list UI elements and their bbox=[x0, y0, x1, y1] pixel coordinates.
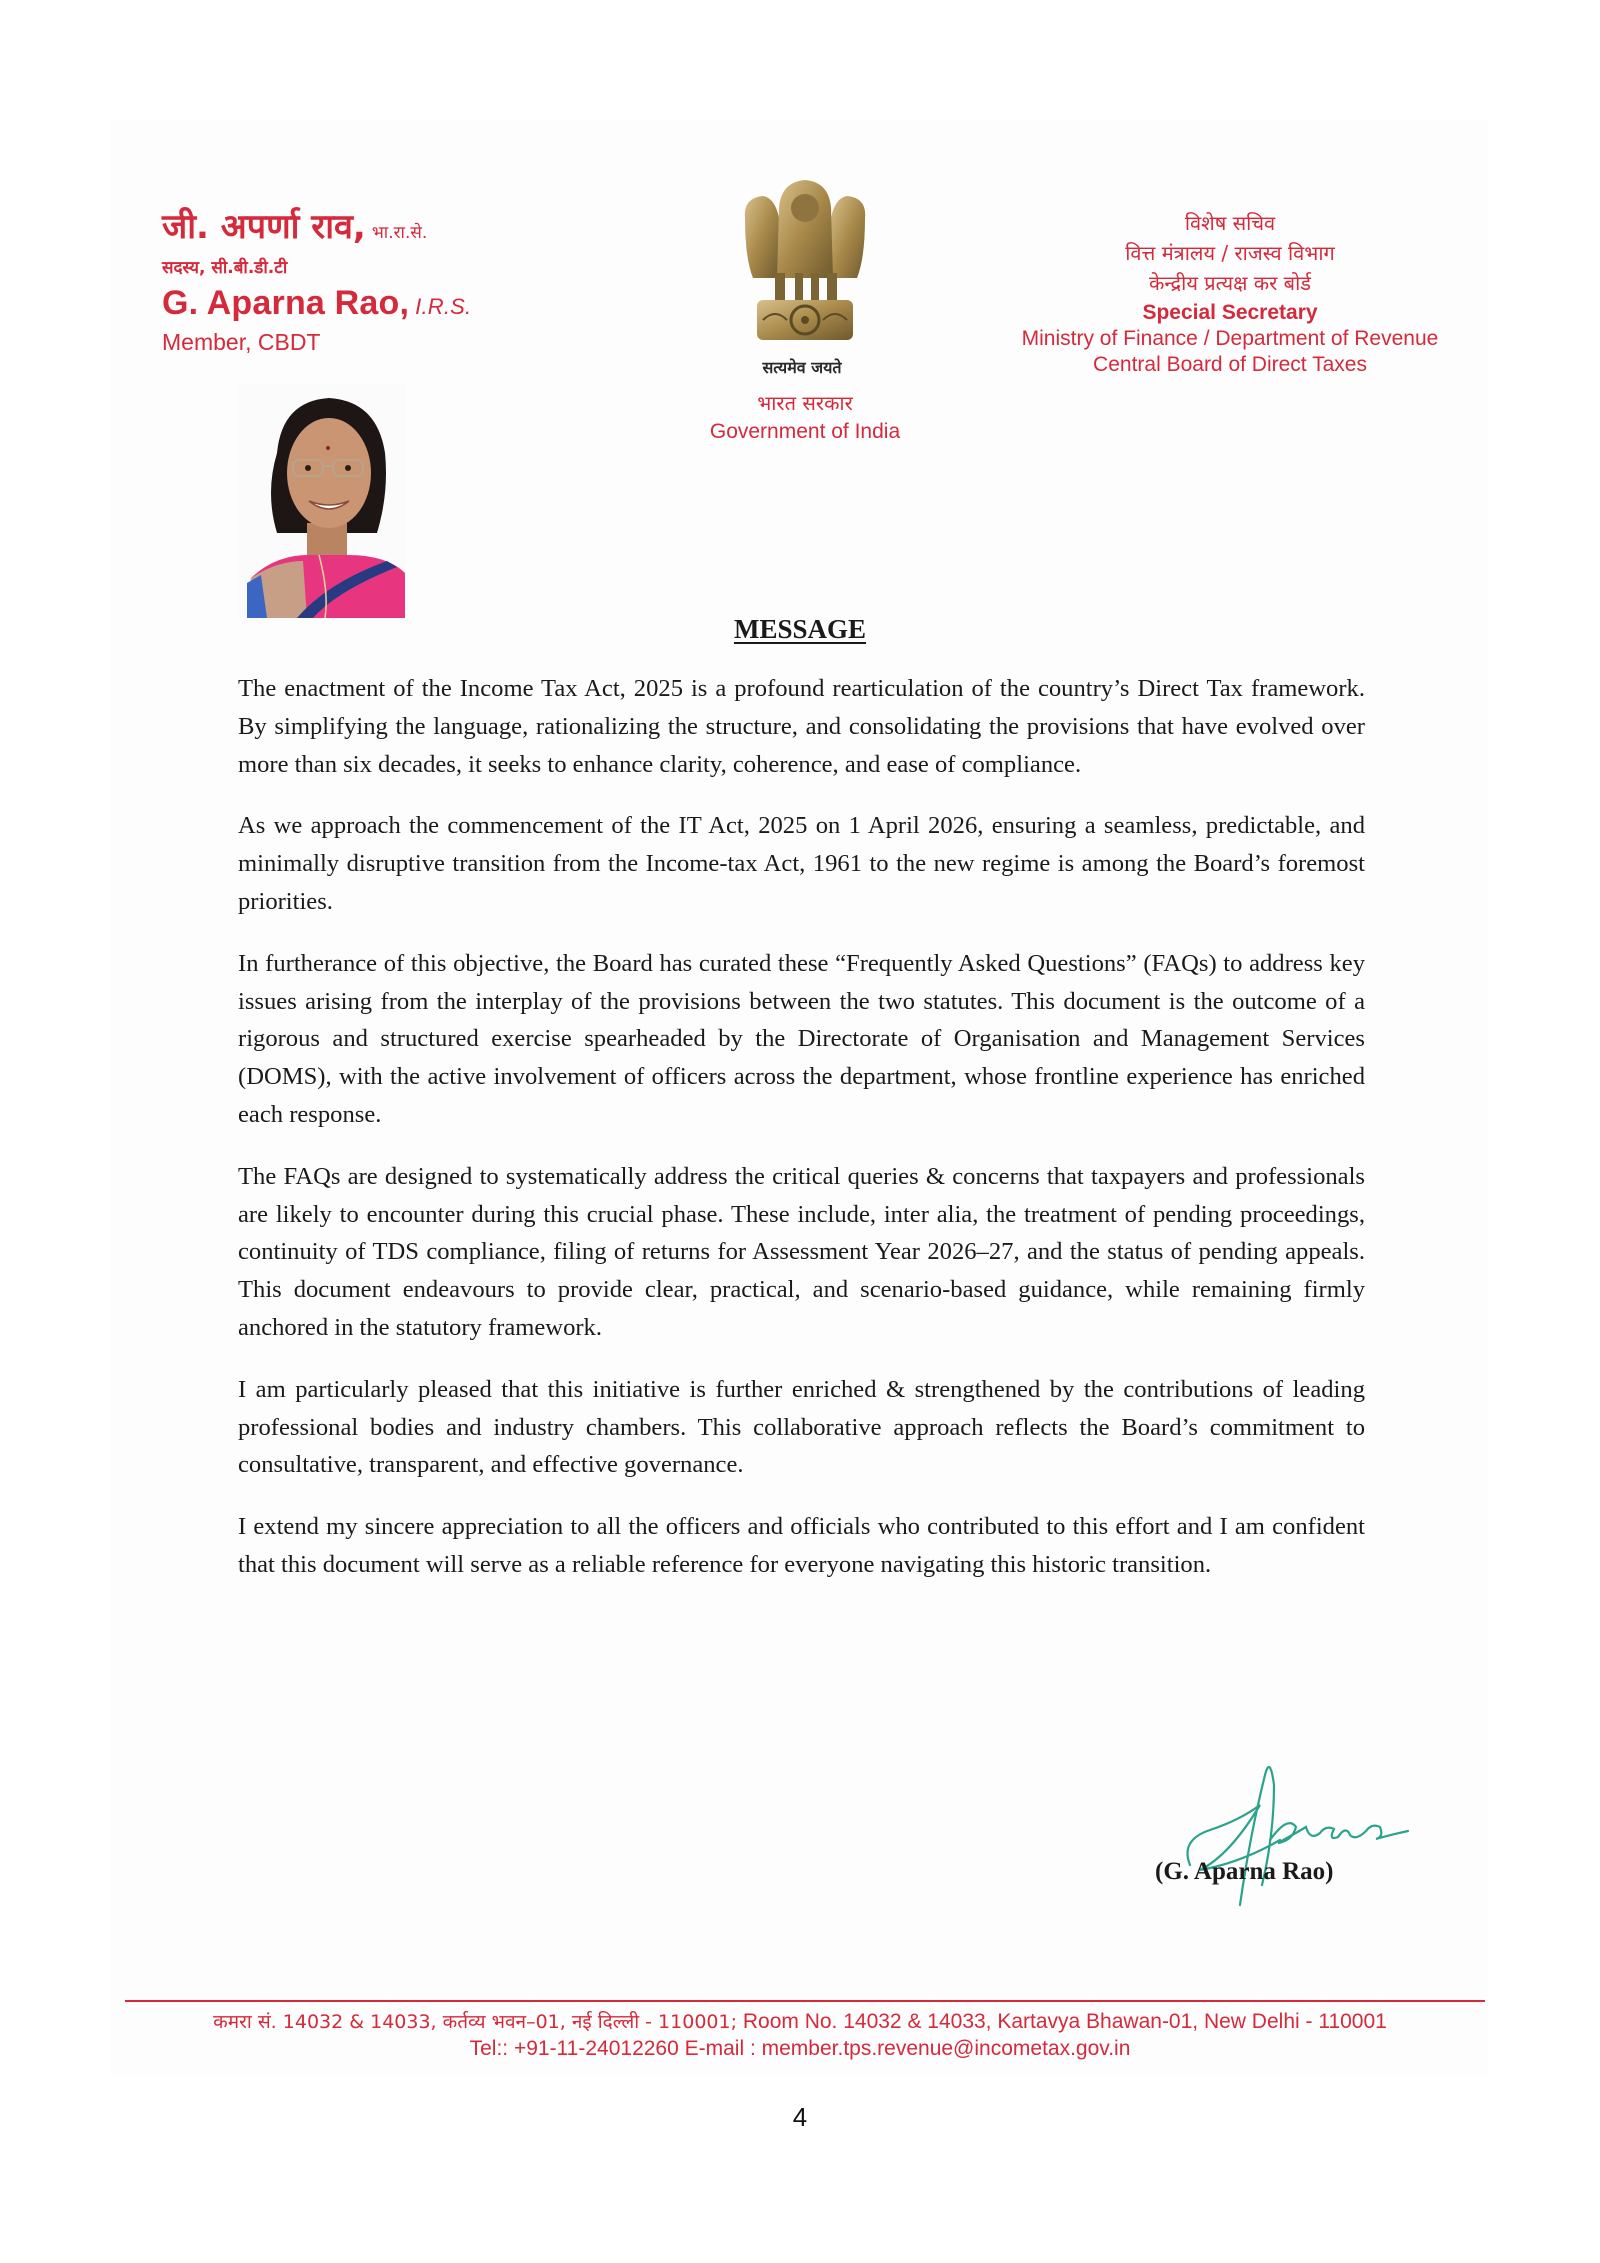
message-paragraph: I extend my sincere appreciation to all the officers and officials who contributed to this effort and I am confident that this document will serve as a reliable reference for everyone navigating this historic transition. bbox=[238, 1513, 1365, 1578]
signatory-name: (G. Aparna Rao) bbox=[1155, 1858, 1334, 1885]
sender-role-hindi: सदस्य, सी.बी.डी.टी bbox=[162, 258, 288, 278]
government-label bbox=[640, 388, 970, 446]
sender-service-english: I.R.S. bbox=[415, 294, 472, 319]
office-ministry-english: Ministry of Finance / Department of Revenue bbox=[1021, 327, 1439, 350]
message-paragraph: I am particularly pleased that this initiative is further enriched & strengthened by the contributions of leading professional bodies and industry chambers. This collaborative approach reflects the Board’s commitment to consultative, transparent, and effective governance. bbox=[238, 1375, 1365, 1479]
portrait-photo bbox=[237, 383, 405, 618]
government-hindi: भारत सरकार bbox=[757, 391, 853, 415]
state-emblem-icon bbox=[735, 178, 875, 350]
office-title-hindi: विशेष सचिव bbox=[1184, 211, 1276, 235]
message-paragraph: As we approach the commencement of the IT Act, 2025 on 1 April 2026, ensuring a seamless, predictable, and minimally disruptive transition from the Income-tax Act, 1961 to the new regime is among the Board’s foremost priorities. bbox=[238, 812, 1365, 915]
message-paragraph: The enactment of the Income Tax Act, 2025 is a profound rearticulation of the country’s Direct Tax framework. By simplifying the language, rationalizing the structure, and consolidating the provisions that have evolved over more than six decades, it seeks to enhance clarity, coherence, and ease of compliance. bbox=[238, 675, 1365, 778]
sender-name-english: G. Aparna Rao, bbox=[162, 284, 410, 322]
office-title-english: Special Secretary bbox=[1142, 301, 1318, 324]
office-block bbox=[980, 208, 1480, 378]
office-ministry-hindi: वित्त मंत्रालय / राजस्व विभाग bbox=[1125, 241, 1335, 265]
sender-service-hindi: भा.रा.से. bbox=[371, 223, 428, 243]
office-board-english: Central Board of Direct Taxes bbox=[1093, 353, 1367, 376]
page-number: 4 bbox=[792, 2102, 808, 2132]
national-motto: सत्यमेव जयते bbox=[762, 358, 842, 377]
message-paragraph: In furtherance of this objective, the Board has curated these “Frequently Asked Questions” (FAQs) to address key issues arising from the interplay of the provisions between the two statutes. This document is the outcome of a rigorous and structured exercise spearheaded by the Directorate of Organisation and Management Services (DOMS), with the active involvement of officers across the department, whose frontline experience has enriched each response. bbox=[238, 949, 1365, 1128]
message-heading: MESSAGE bbox=[733, 614, 867, 644]
footer-address-english: Room No. 14032 & 14033, Kartavya Bhawan-01, New Delhi - 110001 bbox=[742, 2010, 1387, 2033]
sender-name-english-line bbox=[162, 283, 471, 327]
sender-name-hindi: जी. अपर्णा राव, bbox=[162, 207, 366, 247]
message-paragraph: The FAQs are designed to systematically address the critical queries & concerns that taxpayers and professionals are likely to encounter during this crucial phase. These include, inter alia, the treatment of pending proceedings, continuity of TDS compliance, filing of returns for Assessment Year 2026–27, and the status of pending appeals. This document endeavours to provide clear, practical, and scenario-based guidance, while remaining firmly anchored in the statutory framework. bbox=[238, 1162, 1365, 1341]
sender-name-hindi-line bbox=[162, 207, 471, 253]
office-board-hindi: केन्द्रीय प्रत्यक्ष कर बोर्ड bbox=[1149, 271, 1311, 295]
footer-address bbox=[0, 2008, 1600, 2034]
sender-block bbox=[162, 207, 471, 357]
message-body bbox=[238, 670, 1365, 1608]
sender-role-english: Member, CBDT bbox=[162, 329, 321, 355]
government-english: Government of India bbox=[709, 420, 901, 443]
handwritten-signature bbox=[1170, 1745, 1410, 1925]
footer-contact: Tel:: +91-11-24012260 E-mail : member.tps.revenue@incometax.gov.in bbox=[469, 2037, 1131, 2060]
footer-address-hindi: कमरा सं. 14032 & 14033, कर्तव्य भवन–01, नई दिल्ली - 110001; bbox=[213, 2011, 737, 2033]
footer-divider bbox=[125, 2000, 1485, 2002]
portrait-image bbox=[237, 383, 405, 618]
